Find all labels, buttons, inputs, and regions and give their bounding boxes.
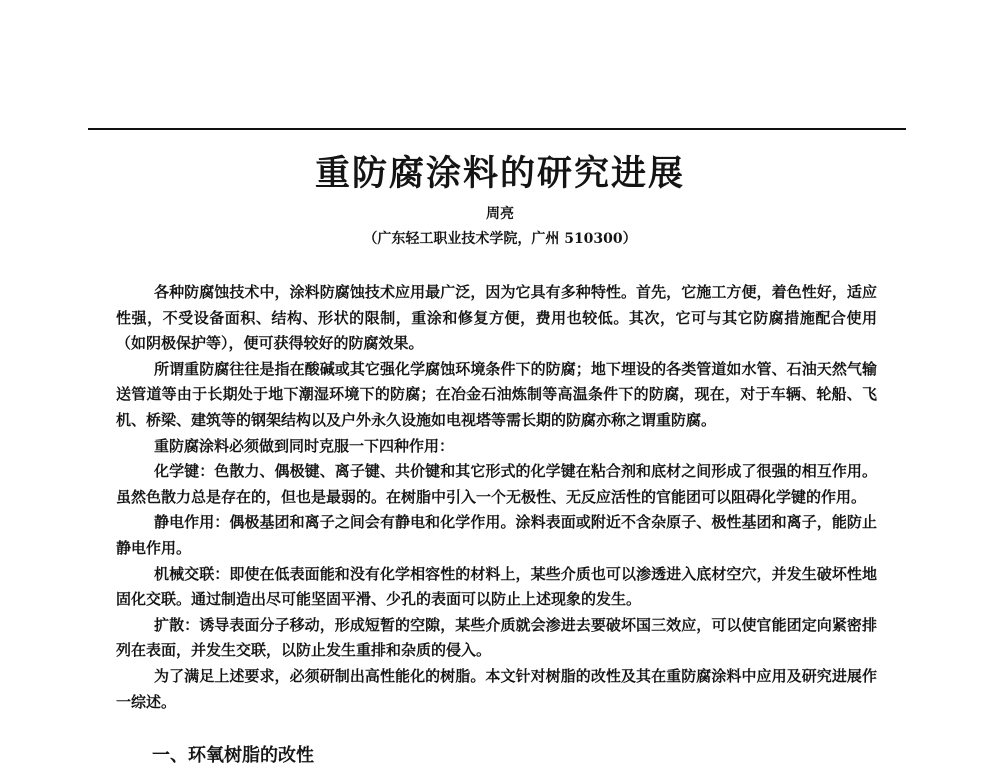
header-rule [88, 128, 906, 130]
paragraph-requirements: 重防腐涂料必须做到同时克服一下四种作用： [154, 436, 455, 455]
body-text [116, 280, 877, 715]
paragraph-definition: 所谓重防腐往往是指在酸碱或其它强化学腐蚀环境条件下的防腐；地下埋设的各类管道如水管、石油天然气输送管道等由于长期处于地下潮湿环境下的防腐；在冶金石油炼制等高温条件下的防腐，现在，对于车辆、轮船、飞机、桥梁、建筑等的钢架结构以及户外永久设施如电视塔等需长期的防腐亦称之谓重防腐。 [116, 359, 877, 429]
author-affiliation: （广东轻工职业技术学院，广州 510300） [363, 231, 637, 247]
paragraph-summary: 为了满足上述要求，必须研制出高性能化的树脂。本文针对树脂的改性及其在重防腐涂料中应用及研究进展作一综述。 [116, 666, 877, 711]
paragraph-intro: 各种防腐蚀技术中，涂料防腐蚀技术应用最广泛，因为它具有多种特性。首先，它施工方便，着色性好，适应性强，不受设备面积、结构、形状的限制，重涂和修复方便，费用也较低。其次，它可与其它防腐措施配合使用（如阴极保护等），便可获得较好的防腐效果。 [116, 283, 877, 353]
paragraph-chemical-bond: 化学键：色散力、偶极键、离子键、共价键和其它形式的化学键在粘合剂和底材之间形成了很强的相互作用。虽然色散力总是存在的，但也是最弱的。在树脂中引入一个无极性、无反应活性的官能团可以阻碍化学键的作用。 [116, 462, 877, 506]
paragraph-electrostatic: 静电作用：偶极基团和离子之间会有静电和化学作用。涂料表面或附近不含杂原子、极性基团和离子，能防止静电作用。 [116, 513, 877, 557]
paragraph-diffusion: 扩散：诱导表面分子移动，形成短暂的空隙，某些介质就会渗进去要破坏国三效应，可以使官能团定向紧密排列在表面，并发生交联，以防止发生重排和杂质的侵入。 [116, 615, 877, 660]
paragraph-mechanical: 机械交联：即使在低表面能和没有化学相容性的材料上，某些介质也可以渗透进入底材空穴，并发生破坏性地固化交联。通过制造出尽可能坚固平滑、少孔的表面可以防止上述现象的发生。 [116, 564, 877, 609]
paper-title: 重防腐涂料的研究进展 [314, 153, 685, 194]
author-name: 周亮 [486, 206, 514, 222]
section-heading: 一、环氧树脂的改性 [152, 745, 314, 766]
